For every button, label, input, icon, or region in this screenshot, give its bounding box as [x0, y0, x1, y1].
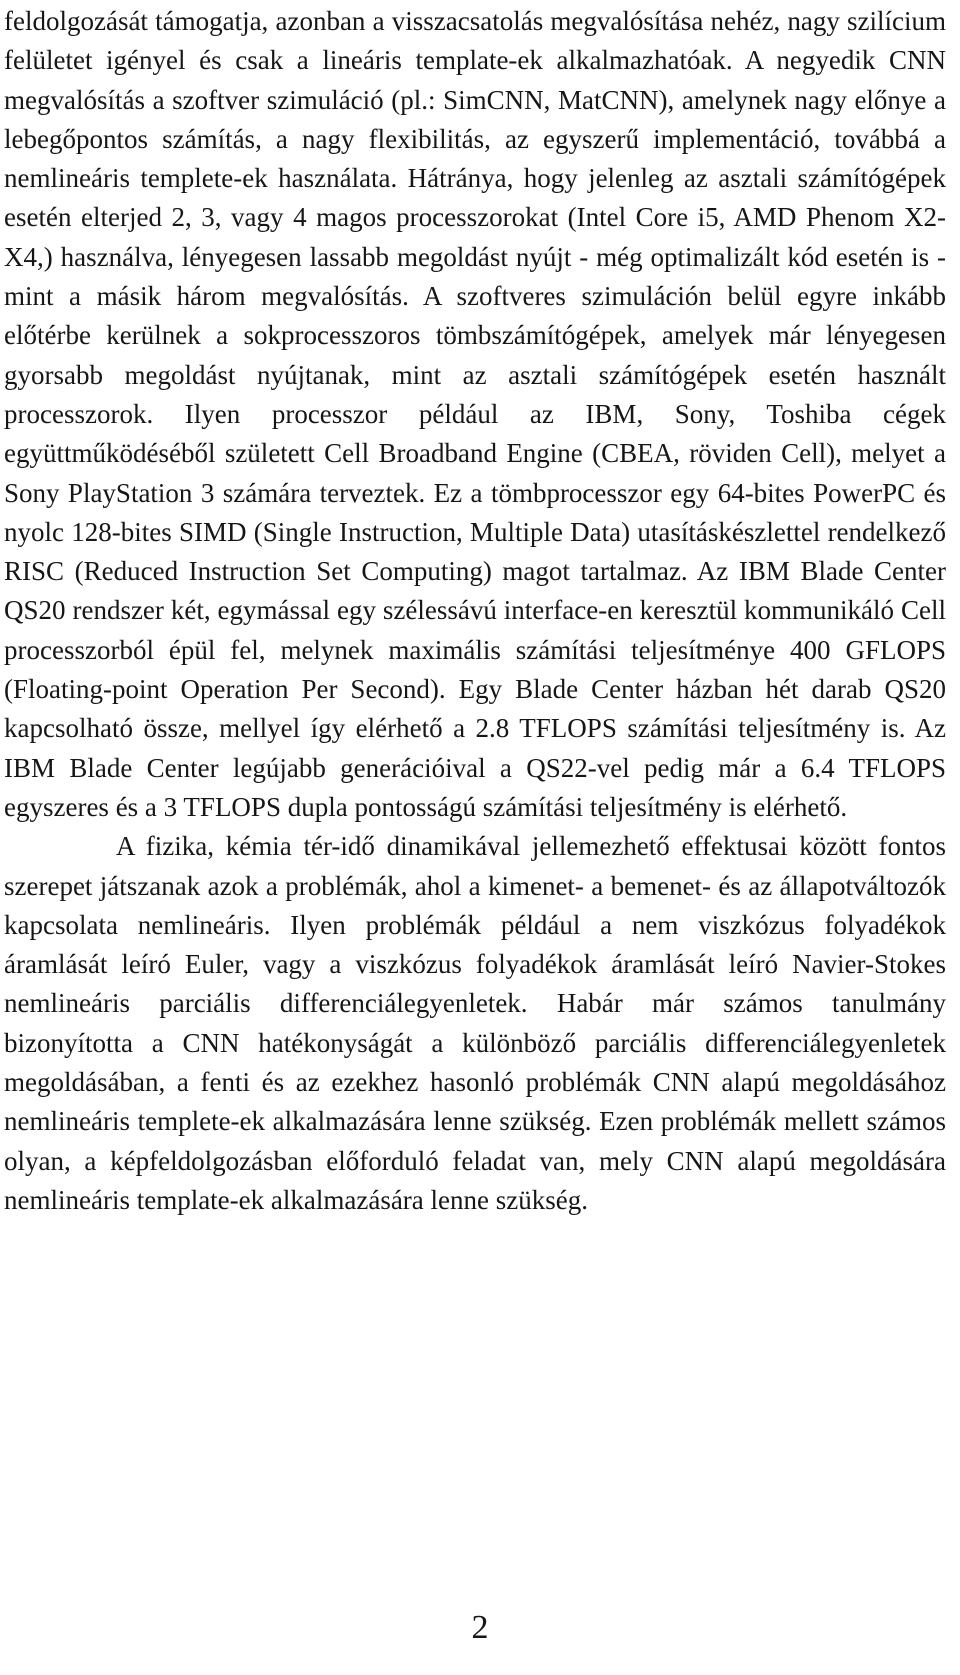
body-text [4, 2, 946, 1220]
paragraph-continuation: feldolgozását támogatja, azonban a visszacsatolás megvalósítása nehéz, nagy szilícium felületet igényel és csak a lineáris template-ek alkalmazhatóak. A negyedik CNN megvalósítás a szoftver szimuláció (pl.: SimCNN, MatCNN), amelynek nagy előnye a lebegőpontos számítás, a nagy flexibilitás, az egyszerű implementáció, továbbá a nemlineáris templete-ek használata. Hátránya, hogy jelenleg az asztali számítógépek esetén elterjed 2, 3, vagy 4 magos processzorokat (Intel Core i5, AMD Phenom X2-X4,) használva, lényegesen lassabb megoldást nyújt - még optimalizált kód esetén is - mint a másik három megvalósítás. A szoftveres szimuláción belül egyre inkább előtérbe kerülnek a sokprocesszoros tömbszámítógépek, amelyek már lényegesen gyorsabb megoldást nyújtanak, mint az asztali számítógépek esetén használt processzorok. Ilyen processzor például az IBM, Sony, Toshiba cégek együttműködéséből született Cell Broadband Engine (CBEA, röviden Cell), melyet a Sony PlayStation 3 számára terveztek. Ez a tömbprocesszor egy 64-bites PowerPC és nyolc 128-bites SIMD (Single Instruction, Multiple Data) utasításkészlettel rendelkező RISC (Reduced Instruction Set Computing) magot tartalmaz. Az IBM Blade Center QS20 rendszer két, egymással egy szélessávú interface-en keresztül kommunikáló Cell processzorból épül fel, melynek maximális számítási teljesítménye 400 GFLOPS (Floating-point Operation Per Second). Egy Blade Center házban hét darab QS20 kapcsolható össze, mellyel így elérhető a 2.8 TFLOPS számítási teljesítmény is. Az IBM Blade Center legújabb generációival a QS22-vel pedig már a 6.4 TFLOPS egyszeres és a 3 TFLOPS dupla pontosságú számítási teljesítmény is elérhető. [4, 6, 946, 822]
page-number: 2 [471, 1609, 489, 1646]
paragraph-physics-chemistry: A fizika, kémia tér-idő dinamikával jellemezhető effektusai között fontos szerepet játszanak azok a problémák, ahol a kimenet- a bemenet- és az állapotváltozók kapcsolata nemlineáris. Ilyen problémák például a nem viszkózus folyadékok áramlását leíró Euler, vagy a viszkózus folyadékok áramlását leíró Navier-Stokes nemlineáris parciális differenciálegyenletek. Habár már számos tanulmány bizonyította a CNN hatékonyságát a különböző parciális differenciálegyenletek megoldásában, a fenti és az ezekhez hasonló problémák CNN alapú megoldásához nemlineáris templete-ek alkalmazására lenne szükség. Ezen problémák mellett számos olyan, a képfeldolgozásban előforduló feladat van, mely CNN alapú megoldására nemlineáris template-ek alkalmazására lenne szükség. [4, 831, 946, 1215]
